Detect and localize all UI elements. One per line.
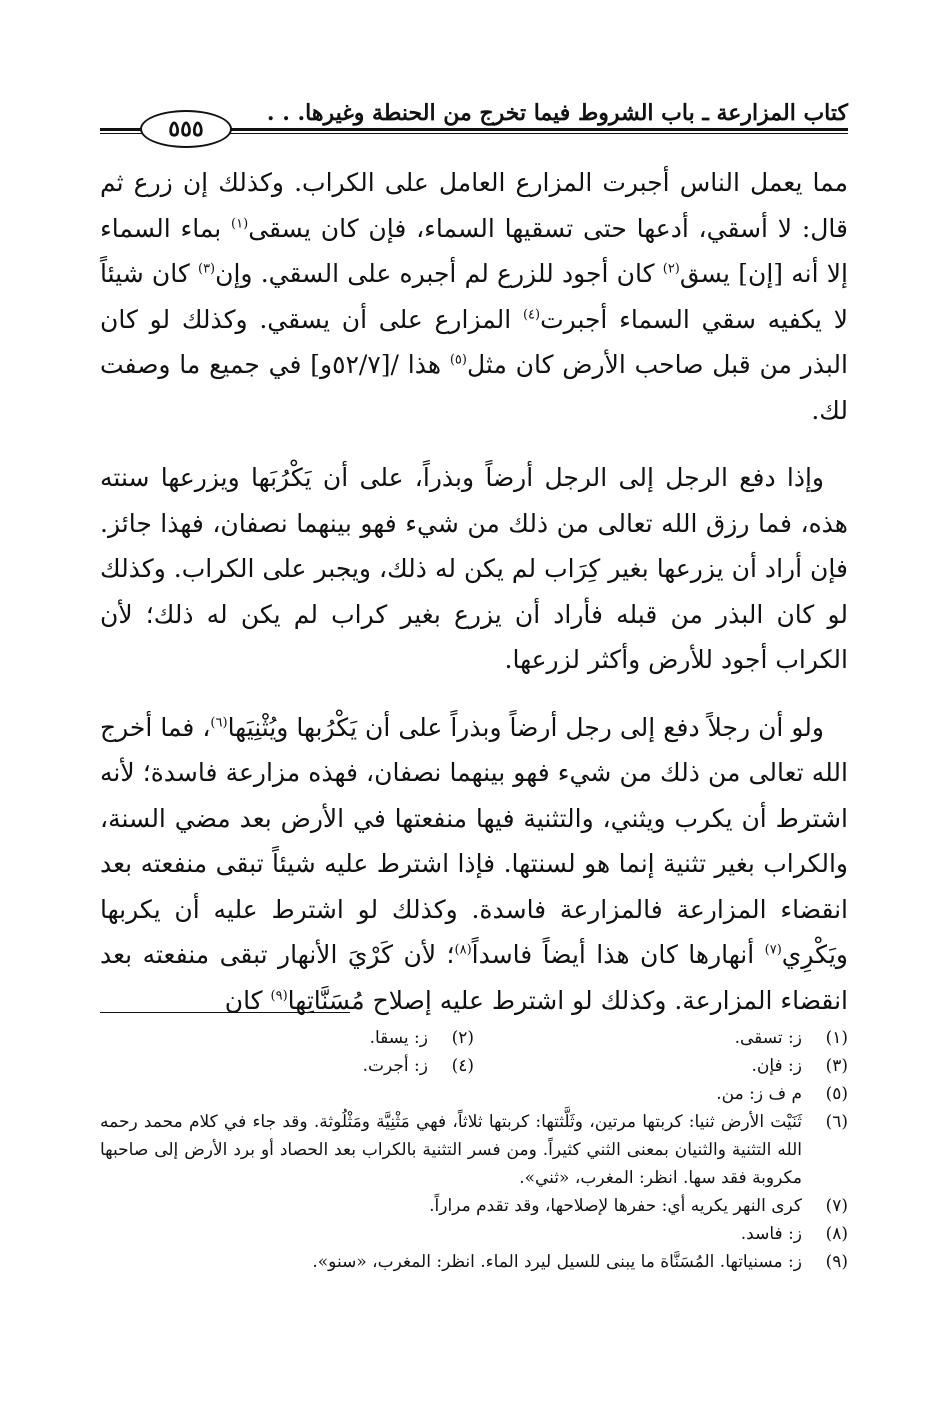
paragraph: [100, 705, 848, 1024]
footnote-text: ز: فإن.: [751, 1056, 802, 1076]
text-run: ، فما أخرج الله تعالى من ذلك من شيء فهو بينهما نصفان، فهذه مزارعة فاسدة؛ لأنه اشترط أن يكرب ويثني، والتثنية فيها منفعتها في الأرض بعد مضي السنة، والكراب بغير تثنية إنما هو لسنتها. فإذا اشترط عليه شيئاً تبقى منفعته بعد انقضاء المزارعة فالمزارعة فاسدة. وكذلك لو اشترط عليه أن يكربها ويَكْرِي: [100, 712, 848, 969]
footnote-marker: (٢): [662, 261, 680, 277]
footnote-text: ز: فاسد.: [740, 1224, 802, 1244]
text-run: ولو أن رجلاً دفع إلى رجل أرضاً وبذراً على أن يَكْرُبها ويُثْنِيَها: [227, 712, 824, 742]
footnote-text: ز: يسقا.: [369, 1028, 428, 1048]
footnote-number: (٧): [825, 1196, 848, 1216]
footnote-text: م ف ز: من.: [716, 1084, 802, 1104]
text-run: مما يعمل الناس أجبرت المزارع العامل على الكراب. وكذلك إن زرع ثم قال: لا أسقي، أدعها حتى تسقيها السماء، فإن كان يسقى: [100, 168, 848, 243]
footnote: [474, 1024, 848, 1052]
footnote: [100, 1220, 848, 1248]
footnote-pair-row: [100, 1024, 848, 1052]
footnote: [100, 1080, 848, 1108]
footnote-number: (٢): [451, 1028, 474, 1048]
footnote-text: ز: أجرت.: [362, 1056, 428, 1076]
footnote-marker: (٦): [210, 715, 228, 731]
footnote-text: ثَنَيْت الأرض ثنيا: كربتها مرتين، وثَلَّثتها: كربتها ثلاثاً، فهي مَثْنِيَّة ومَثْلُوثة. وقد جاء في كلام محمد رحمه الله التثنية والثنيان بمعنى الثني كثيراً. ومن فسر التثنية بالكراب بعد الحصاد أو برد الأرض إلى صاحبها مكروبة فقد سها. انظر: المغرب، «ثني».: [100, 1112, 802, 1188]
text-run: ؛ لأن كَرْيَ الأنهار تبقى منفعته بعد انقضاء المزارعة. وكذلك لو اشترط عليه إصلاح مُسَنَّاتِها: [100, 940, 848, 1015]
footnote-number: (٩): [825, 1252, 848, 1272]
page-number: ٥٥٥: [140, 110, 232, 148]
footnote-number: (٥): [825, 1084, 848, 1104]
footnote-marker: (٣): [197, 261, 216, 277]
footnotes: [100, 1024, 848, 1276]
footnote-number: (٦): [825, 1112, 848, 1132]
text-run: وإذا دفع الرجل إلى الرجل أرضاً وبذراً، على أن يَكْرُبَها ويزرعها سنته هذه، فما رزق الله تعالى من ذلك من شيء فهو بينهما نصفان، فهذا جائز. فإن أراد أن يزرعها بغير كِرَاب لم يكن له ذلك، ويجبر على الكراب. وكذلك لو كان البذر من قبله فأراد أن يزرع بغير كراب لم يكن له ذلك؛ لأن الكراب أجود للأرض وأكثر لزرعها.: [100, 463, 848, 674]
footnote-marker: (٧): [764, 942, 782, 958]
text-run: بماء السماء إلا أنه [إن] يسق: [100, 213, 848, 288]
footnote: [100, 1192, 848, 1220]
text-run: كان: [224, 985, 271, 1015]
footnote: [100, 1248, 848, 1276]
footnote-number: (٨): [825, 1224, 848, 1244]
text-run: كان شيئاً لا يكفيه سقي السماء أجبرت: [100, 259, 848, 334]
footnote-marker: (١): [231, 216, 249, 232]
footnote-marker: (٤): [522, 307, 541, 323]
footnote: [474, 1052, 848, 1080]
footnote-number: (٣): [825, 1056, 848, 1076]
chapter-title: كتاب المزارعة ـ باب الشروط فيما تخرج من الحنطة وغيرها. . .: [266, 100, 848, 126]
text-run: كان أجود للزرع لم أجبره على السقي. وإن: [215, 259, 663, 288]
text-run: أنهارها كان هذا أيضاً فاسداً: [471, 940, 765, 969]
footnote-marker: (٩): [270, 988, 288, 1004]
running-header: [100, 96, 848, 142]
text-run: هذا /[٥٢/٧و] في جميع ما وصفت لك.: [100, 350, 848, 425]
footnote-text: ز: تسقى.: [734, 1028, 802, 1048]
footnote-number: (١): [825, 1028, 848, 1048]
footnote-pair-row: [100, 1052, 848, 1080]
footnote-marker: (٥): [449, 352, 467, 368]
paragraph: [100, 160, 848, 433]
footnote-separator: [100, 1012, 350, 1013]
text-run: المزارع على أن يسقي. وكذلك لو كان البذر من قبل صاحب الأرض كان مثل: [100, 304, 848, 379]
main-text: [100, 160, 848, 1023]
footnote-marker: (٨): [454, 942, 472, 958]
footnote: [100, 1052, 474, 1080]
footnote-number: (٤): [451, 1056, 474, 1076]
paragraph: [100, 455, 848, 683]
footnote: [100, 1108, 848, 1192]
footnote-text: ز: مسنياتها. المُسَنَّاة ما يبنى للسيل ليرد الماء. انظر: المغرب، «سنو».: [312, 1252, 802, 1272]
footnote: [100, 1024, 474, 1052]
footnote-text: كرى النهر يكريه أي: حفرها لإصلاحها، وقد تقدم مراراً.: [429, 1196, 802, 1216]
